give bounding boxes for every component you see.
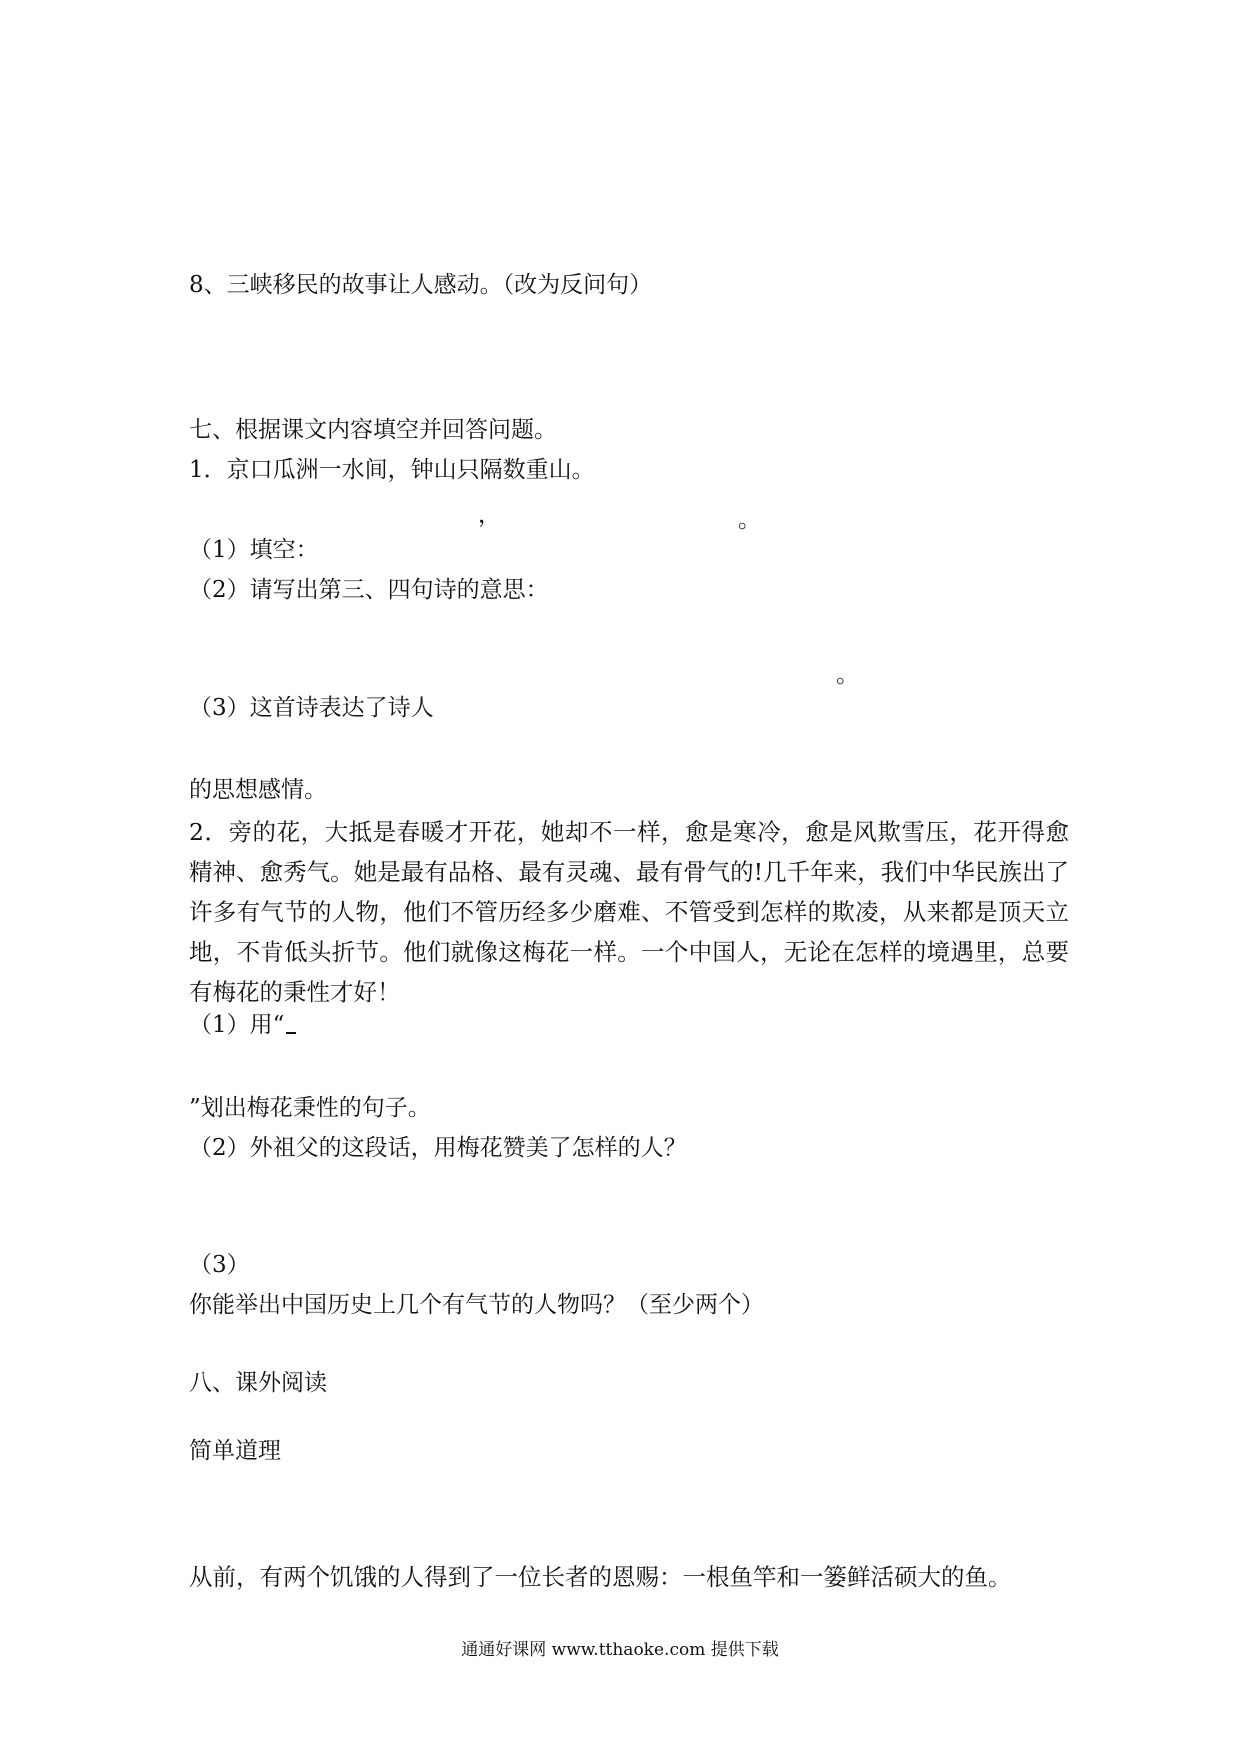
section-8-title: 八、课外阅读 bbox=[189, 1370, 327, 1396]
poem-line: 1．京口瓜洲一水间，钟山只隔数重山。 bbox=[189, 457, 595, 483]
passage-2-sub-1 bbox=[189, 1010, 296, 1040]
passage-2-sub-1-end: ”划出梅花秉性的句子。 bbox=[189, 1095, 431, 1121]
underline-sample bbox=[286, 1010, 296, 1034]
sub2-period: 。 bbox=[836, 662, 859, 688]
section-7-title: 七、根据课文内容填空并回答问题。 bbox=[189, 417, 557, 443]
sub1-start-text: （1）用“ bbox=[189, 1012, 285, 1038]
passage-2-sub-2: （2）外祖父的这段话，用梅花赞美了怎样的人？ bbox=[189, 1135, 687, 1161]
sub-question-3: （3）这首诗表达了诗人 bbox=[189, 695, 434, 721]
sub-question-1: （1）填空： bbox=[189, 537, 319, 563]
question-8: 8、三峡移民的故事让人感动。（改为反问句） bbox=[189, 272, 653, 298]
passage-2: 2．旁的花，大抵是春暖才开花，她却不一样，愈是寒冷，愈是风欺雪压，花开得愈精神、愈秀气。她是最有品格、最有灵魂、最有骨气的!几千年来，我们中华民族出了许多有气节的人物，他们不管历经多少磨难、不管受到怎样的欺凌，从来都是顶天立地，不肯低头折节。他们就像这梅花一样。一个中国人，无论在怎样的境遇里，总要有梅花的秉性才好！ bbox=[189, 818, 1069, 1006]
passage-2-sub-3: 你能举出中国历史上几个有气节的人物吗？（至少两个） bbox=[189, 1292, 764, 1318]
reading-title: 简单道理 bbox=[189, 1438, 281, 1464]
passage-2-sub-3-number: （3） bbox=[189, 1252, 250, 1278]
blank-period: 。 bbox=[738, 507, 761, 533]
footer-credit: 通通好课网 www.tthaoke.com 提供下载 bbox=[461, 1640, 779, 1660]
reading-first-line: 从前，有两个饥饿的人得到了一位长者的恩赐：一根鱼竿和一篓鲜活硕大的鱼。 bbox=[189, 1563, 1012, 1591]
sub-question-2: （2）请写出第三、四句诗的意思： bbox=[189, 577, 549, 603]
blank-comma: ， bbox=[478, 502, 501, 528]
sub-question-3-end: 的思想感情。 bbox=[189, 777, 327, 803]
